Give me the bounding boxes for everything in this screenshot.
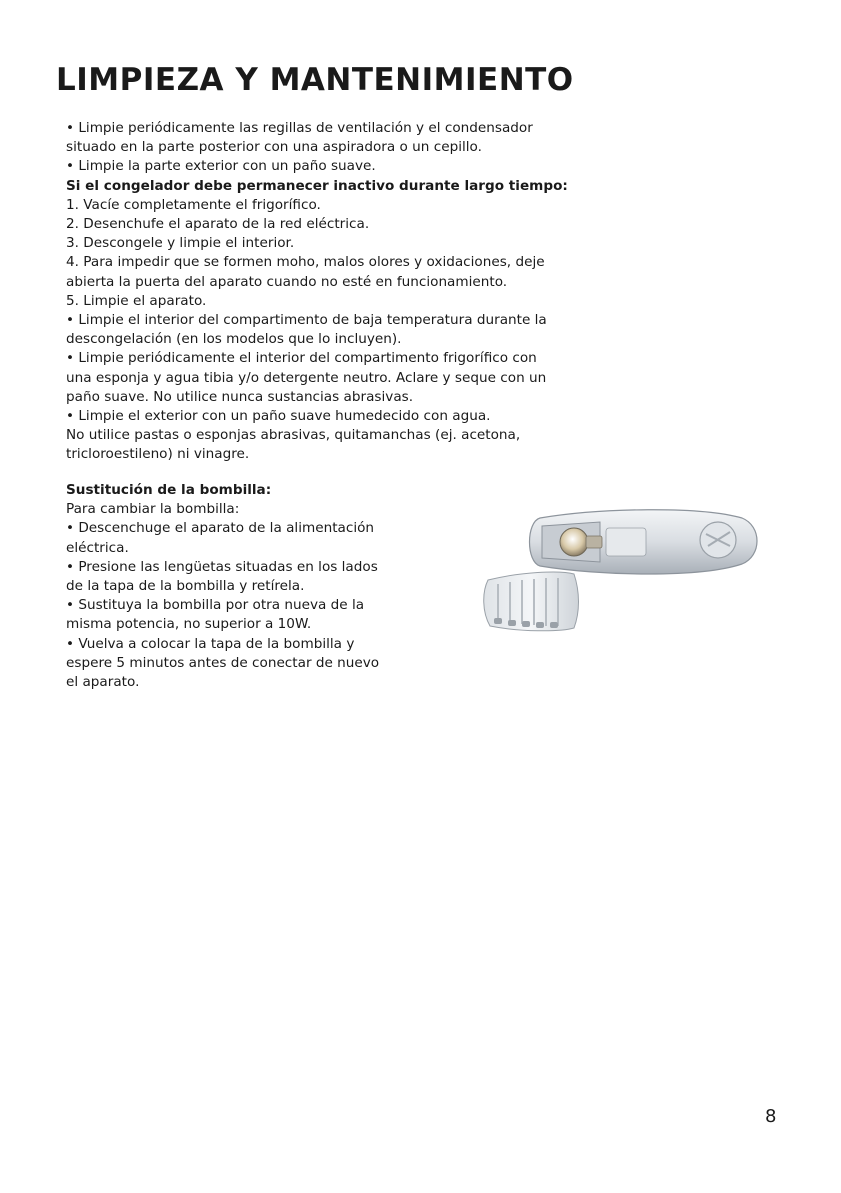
text-line: 1. Vacíe completamente el frigorífico.	[66, 196, 321, 213]
text-line: tricloroestileno) ni vinagre.	[66, 446, 250, 463]
bulb-heading: Sustitución de la bombilla:	[66, 482, 272, 498]
text-line: 3. Descongele y limpie el interior.	[66, 235, 295, 252]
lamp-assembly-illustration	[480, 500, 760, 640]
text-line: paño suave. No utilice nunca sustancias abrasivas.	[66, 388, 414, 405]
page-number: 8	[765, 1106, 777, 1127]
text-line: una esponja y agua tibia y/o detergente neutro. Aclare y seque con un	[66, 369, 547, 386]
text-line: • Limpie periódicamente las regillas de ventilación y el condensador	[66, 120, 533, 136]
text-line: abierta la puerta del aparato cuando no esté en funcionamiento.	[66, 273, 508, 290]
text-line: • Limpie periódicamente el interior del compartimento frigorífico con	[66, 350, 537, 367]
text-line: eléctrica.	[66, 539, 129, 556]
text-line: 2. Desenchufe el aparato de la red eléctrica.	[66, 216, 370, 233]
text-line: 5. Limpie el aparato.	[66, 292, 207, 309]
text-line: 4. Para impedir que se formen moho, malos olores y oxidaciones, deje	[66, 254, 545, 271]
text-line: • Descenchuge el aparato de la alimentación	[66, 520, 375, 537]
text-line: descongelación (en los modelos que lo incluyen).	[66, 331, 402, 348]
text-line: situado en la parte posterior con una aspiradora o un cepillo.	[66, 139, 482, 156]
page-title: LIMPIEZA Y MANTENIMIENTO	[56, 62, 574, 98]
text-line: espere 5 minutos antes de conectar de nuevo	[66, 654, 380, 671]
text-line: • Limpie el interior del compartimento de baja temperatura durante la	[66, 312, 547, 329]
lamp-cover	[484, 572, 579, 631]
text-line: No utilice pastas o esponjas abrasivas, quitamanchas (ej. acetona,	[66, 427, 521, 444]
lamp-housing	[530, 510, 758, 574]
text-line: Para cambiar la bombilla:	[66, 501, 240, 518]
text-line: • Vuelva a colocar la tapa de la bombilla y	[66, 635, 355, 652]
text-line: el aparato.	[66, 674, 140, 691]
text-line: • Limpie el exterior con un paño suave humedecido con agua.	[66, 408, 491, 425]
text-line: • Limpie la parte exterior con un paño suave.	[66, 158, 376, 175]
text-line: • Presione las lengüetas situadas en los lados	[66, 558, 378, 575]
text-line: • Sustituya la bombilla por otra nueva de la	[66, 597, 365, 614]
text-line: misma potencia, no superior a 10W.	[66, 616, 312, 633]
inactive-heading: Si el congelador debe permanecer inactivo durante largo tiempo:	[66, 177, 568, 194]
bulb-replacement-section	[66, 481, 396, 692]
cleaning-instructions	[66, 119, 586, 465]
text-line: de la tapa de la bombilla y retírela.	[66, 578, 305, 595]
